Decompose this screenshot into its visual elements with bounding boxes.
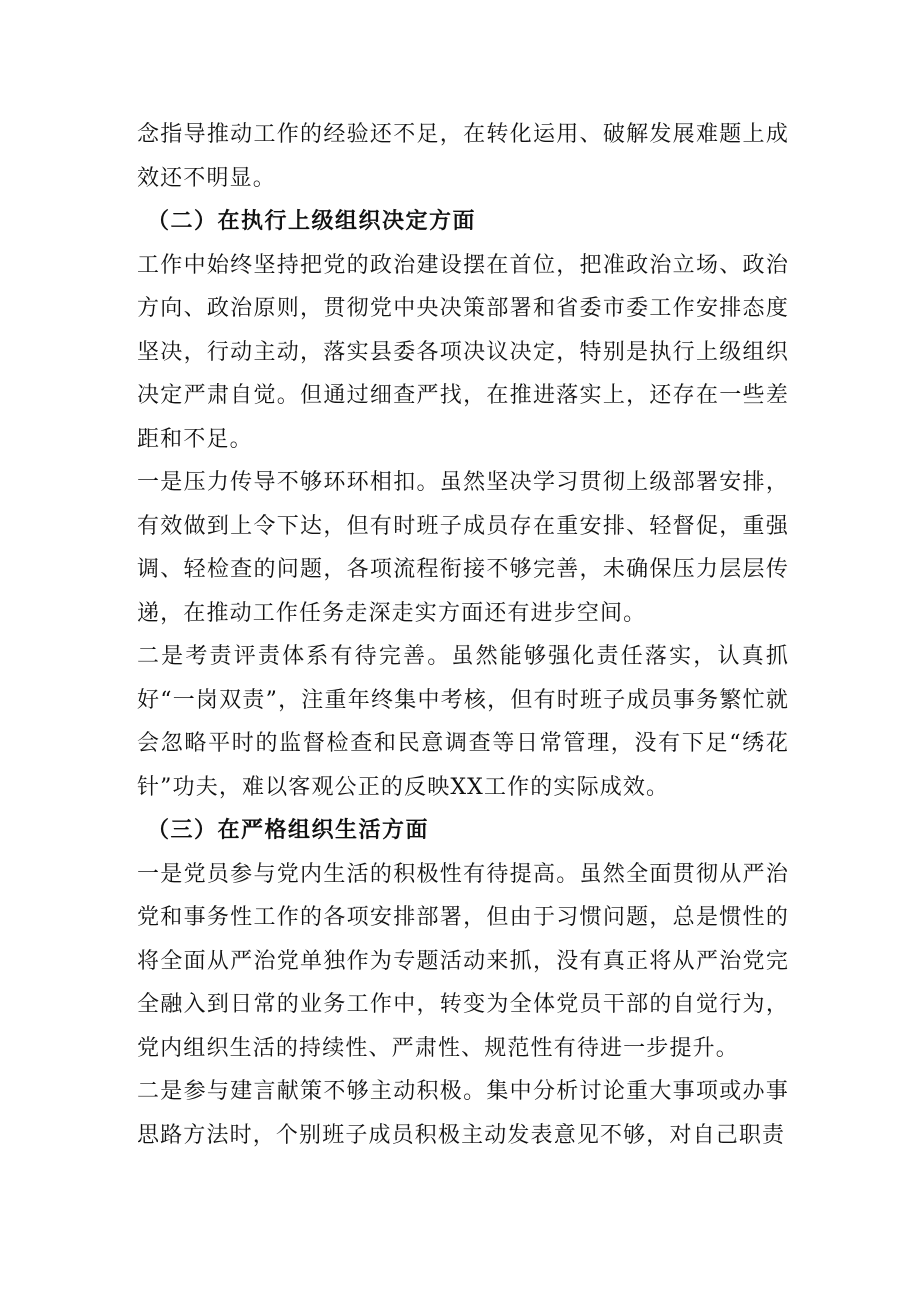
section-heading-2: （二）在执行上级组织决定方面 [147,209,477,234]
paragraph: 工作中始终坚持把党的政治建设摆在首位，把准政治立场、政治方向、政治原则，贯彻党中央决策部署和省委市委工作安排态度坚决，行动主动，落实县委各项决议决定，特别是执行上级组织决定严肃自觉。但通过细查严找，在推进落实上，还存在一些差距和不足。 [137,252,789,452]
paragraph: 一是压力传导不够环环相扣。虽然坚决学习贯彻上级部署安排，有效做到上令下达，但有时班子成员存在重安排、轻督促，重强调、轻检查的问题，各项流程衔接不够完善，未确保压力层层传递，在推动工作任务走深走实方面还有进步空间。 [137,470,789,626]
paragraph: 一是党员参与党内生活的积极性有待提高。虽然全面贯彻从严治党和事务性工作的各项安排部署，但由于习惯问题，总是惯性的将全面从严治党单独作为专题活动来抓，没有真正将从严治党完全融入到日常的业务工作中，转变为全体党员干部的自觉行为，党内组织生活的持续性、严肃性、规范性有待进一步提升。 [137,861,789,1061]
document-body [137,113,789,1157]
paragraph: 二是参与建言献策不够主动积极。集中分析讨论重大事项或办事思路方法时，个别班子成员积极主动发表意见不够，对自己职责 [137,1079,789,1148]
paragraph-continuation: 念指导推动工作的经验还不足，在转化运用、破解发展难题上成效还不明显。 [137,122,789,191]
paragraph: 二是考责评责体系有待完善。虽然能够强化责任落实，认真抓好“一岗双责”，注重年终集中考核，但有时班子成员事务繁忙就会忽略平时的监督检查和民意调查等日常管理，没有下足“绣花针”功夫，难以客观公正的反映XX工作的实际成效。 [137,644,789,800]
section-heading-3: （三）在严格组织生活方面 [147,818,430,843]
